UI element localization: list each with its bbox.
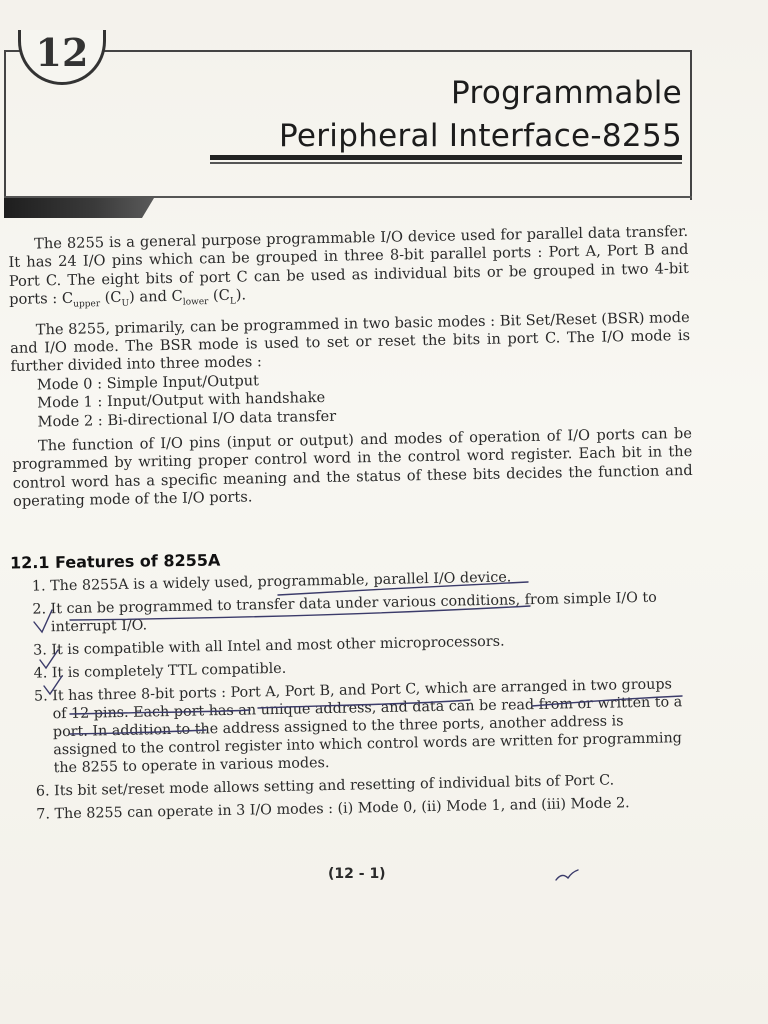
intro-p1-sub-l: L <box>229 296 236 307</box>
mode-1-line: Mode 1 : Input/Output with handshake <box>37 389 326 412</box>
feature-item: 3. It is compatible with all Intel and most other microprocessors. <box>51 629 687 659</box>
intro-p1-sub-lower: lower <box>182 297 209 308</box>
feature-item: 2. It can be programmed to transfer data under various conditions, from simple I/O to interrupt I/O. <box>50 588 687 636</box>
header-divider <box>4 196 692 198</box>
intro-paragraph-3: The function of I/O pins (input or output) and modes of operation of I/O ports can be programmed by writing proper control word in the control word register. Each bit in the control word has a specific meaning and the status of these bits decides the function and operating mode of the I/O ports. <box>12 424 693 511</box>
mode-0-line: Mode 0 : Simple Input/Output <box>36 371 260 394</box>
section-heading: 12.1 Features of 8255A <box>9 550 221 573</box>
intro-p1-sub-u: U <box>121 298 130 309</box>
pen-marginal-mark <box>556 870 578 880</box>
intro-p1-text-b: (C <box>99 289 122 307</box>
mode-2-line: Mode 2 : Bi-directional I/O data transfer <box>37 407 337 431</box>
intro-p1-text-a: The 8255 is a general purpose programmable I/O device used for parallel data transfer. It has 24 I/O pins which can be grouped in three 8-bit parallel ports : Port A, Port B and Port C. The eight bits of port C can be used as individual bits or be grouped in two 4-bit ports : C <box>8 222 689 309</box>
intro-p1-text-d: (C <box>208 286 230 305</box>
features-list <box>14 565 691 829</box>
chapter-number-badge: 12 <box>18 30 106 85</box>
intro-paragraph-1 <box>8 223 689 316</box>
title-underline-thin <box>210 162 682 164</box>
feature-item: 5. It has three 8-bit ports : Port A, Port B, and Port C, which are arranged in two groups of 12 pins. Each port has an unique address, and data can be read from or written to a port. In addition to the address assigned to the three ports, another address is assigned to the control register into which control words are written for programming the 8255 to operate in various modes. <box>52 675 690 777</box>
chapter-title-line1: Programmable <box>451 75 682 111</box>
feature-item: 1. The 8255A is a widely used, programmable, parallel I/O device. <box>50 565 686 595</box>
page-number: (12 - 1) <box>328 866 386 882</box>
intro-p1-text-c: ) and C <box>128 287 183 306</box>
intro-section <box>8 223 693 512</box>
feature-item: 7. The 8255 can operate in 3 I/O modes : (i) Mode 0, (ii) Mode 1, and (iii) Mode 2. <box>54 793 690 823</box>
intro-p1-sub-upper: upper <box>73 299 101 310</box>
chapter-title-line2: Peripheral Interface-8255 <box>279 118 682 154</box>
title-underline-thick <box>210 155 682 160</box>
feature-item: 4. It is completely TTL compatible. <box>52 652 688 682</box>
feature-item: 6. Its bit set/reset mode allows setting and resetting of individual bits of Port C. <box>54 770 690 800</box>
intro-paragraph-2: The 8255, primarily, can be programmed in two basic modes : Bit Set/Reset (BSR) mode and I/O mode. The BSR mode is used to set or reset the bits in port C. The I/O mode is further divided into three modes : <box>9 308 691 376</box>
header-accent-bar <box>4 198 154 218</box>
intro-p1-text-e: ). <box>235 286 247 304</box>
